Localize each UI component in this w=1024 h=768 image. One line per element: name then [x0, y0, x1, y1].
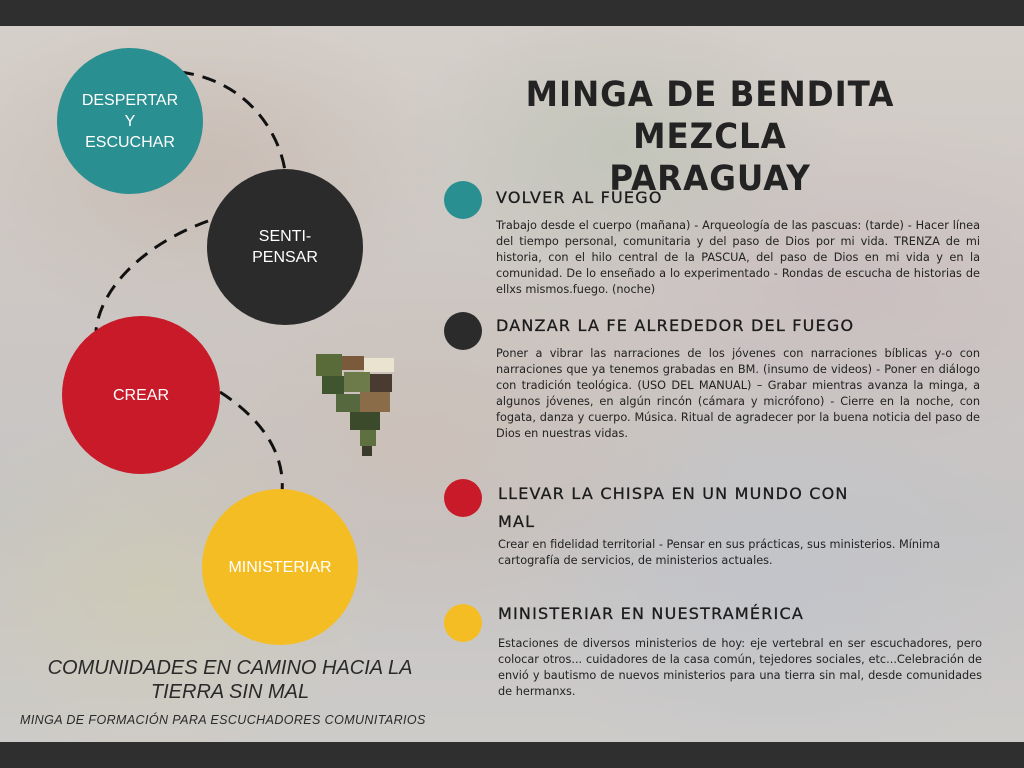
- page-title: [459, 74, 961, 200]
- circle-teal-line-3: ESCUCHAR: [85, 133, 175, 151]
- section-1-body: Trabajo desde el cuerpo (mañana) - Arqueología de las pascuas: (tarde) - Hacer línea del tiempo personal, comunitaria y del paso de Dios por mi vida. TRENZA de mi historia, con el hilo central de la PASCUA, del paso de Dios en mi vida y en la comunidad. De lo enseñado a lo experimentado - Rondas de escucha de historias de ellxs mismos.fuego. (noche): [496, 219, 980, 296]
- circle-red-label: CREAR: [112, 386, 169, 404]
- top-border: [0, 0, 1024, 26]
- section-3-body: Crear en fidelidad territorial - Pensar en sus prácticas, sus ministerios. Mínima cartografía de servicios, de ministerios actuales.: [498, 538, 941, 567]
- circle-black-line-2: PENSAR: [252, 249, 318, 266]
- bullet-teal: [444, 181, 482, 219]
- bendita-mezcla-photo-collage: [316, 354, 402, 456]
- circle-despertar-escuchar: [57, 48, 203, 194]
- footer-subtitle: MINGA DE FORMACIÓN PARA ESCUCHADORES COMUNITARIOS: [20, 713, 426, 727]
- bullet-red: [444, 479, 482, 517]
- circle-ministeriar: [202, 489, 358, 645]
- circle-yellow-label: MINISTERIAR: [228, 558, 332, 576]
- circle-black-line-1: SENTI-: [258, 228, 312, 245]
- section-4-body: Estaciones de diversos ministerios de hoy: eje vertebral en ser escuchadores, pero colocar otros... cuidadores de la casa común, tejedores sociales, etc...Celebración de envió y bautismo de nuevos ministerios para una tierra sin mal, desde comunidades de hermanxs.: [498, 637, 982, 698]
- section-2-title: DANZAR LA FE ALREDEDOR DEL FUEGO: [496, 316, 855, 335]
- title-line-1: MINGA DE BENDITA MEZCLA: [525, 75, 895, 157]
- circle-senti-pensar: [207, 169, 363, 325]
- circle-teal-line-2: Y: [124, 112, 136, 130]
- circle-teal-line-1: DESPERTAR: [81, 91, 179, 109]
- circle-crear: [62, 316, 220, 474]
- bottom-border: [0, 742, 1024, 768]
- bullet-yellow: [444, 604, 482, 642]
- title-line-2: PARAGUAY: [609, 159, 811, 199]
- section-1-title: VOLVER AL FUEGO: [496, 188, 663, 207]
- poster-canvas: [0, 26, 1024, 742]
- bullet-black: [444, 312, 482, 350]
- section-4-title: MINISTERIAR EN NUESTRAMÉRICA: [498, 604, 804, 623]
- section-2-body: Poner a vibrar las narraciones de los jóvenes con narraciones bíblicas y-o con narraciones que ya tenemos grabadas en BM. (insumo de videos) - Poner en diálogo con tradición teológica. (USO DEL MANUAL) – Grabar mientras avanza la minga, a algunos jóvenes, en algún rincón (cámara y micrófono) - Cierre en la noche, con fogata, danza y cuerpo. Música. Ritual de agradecer por la buena noticia del paso de Dios en nuestras vidas.: [496, 347, 980, 440]
- footer-main-tagline: COMUNIDADES EN CAMINO HACIA LA TIERRA SIN MAL: [47, 657, 413, 703]
- section-3-title: LLEVAR LA CHISPA EN UN MUNDO CON MAL: [498, 484, 849, 531]
